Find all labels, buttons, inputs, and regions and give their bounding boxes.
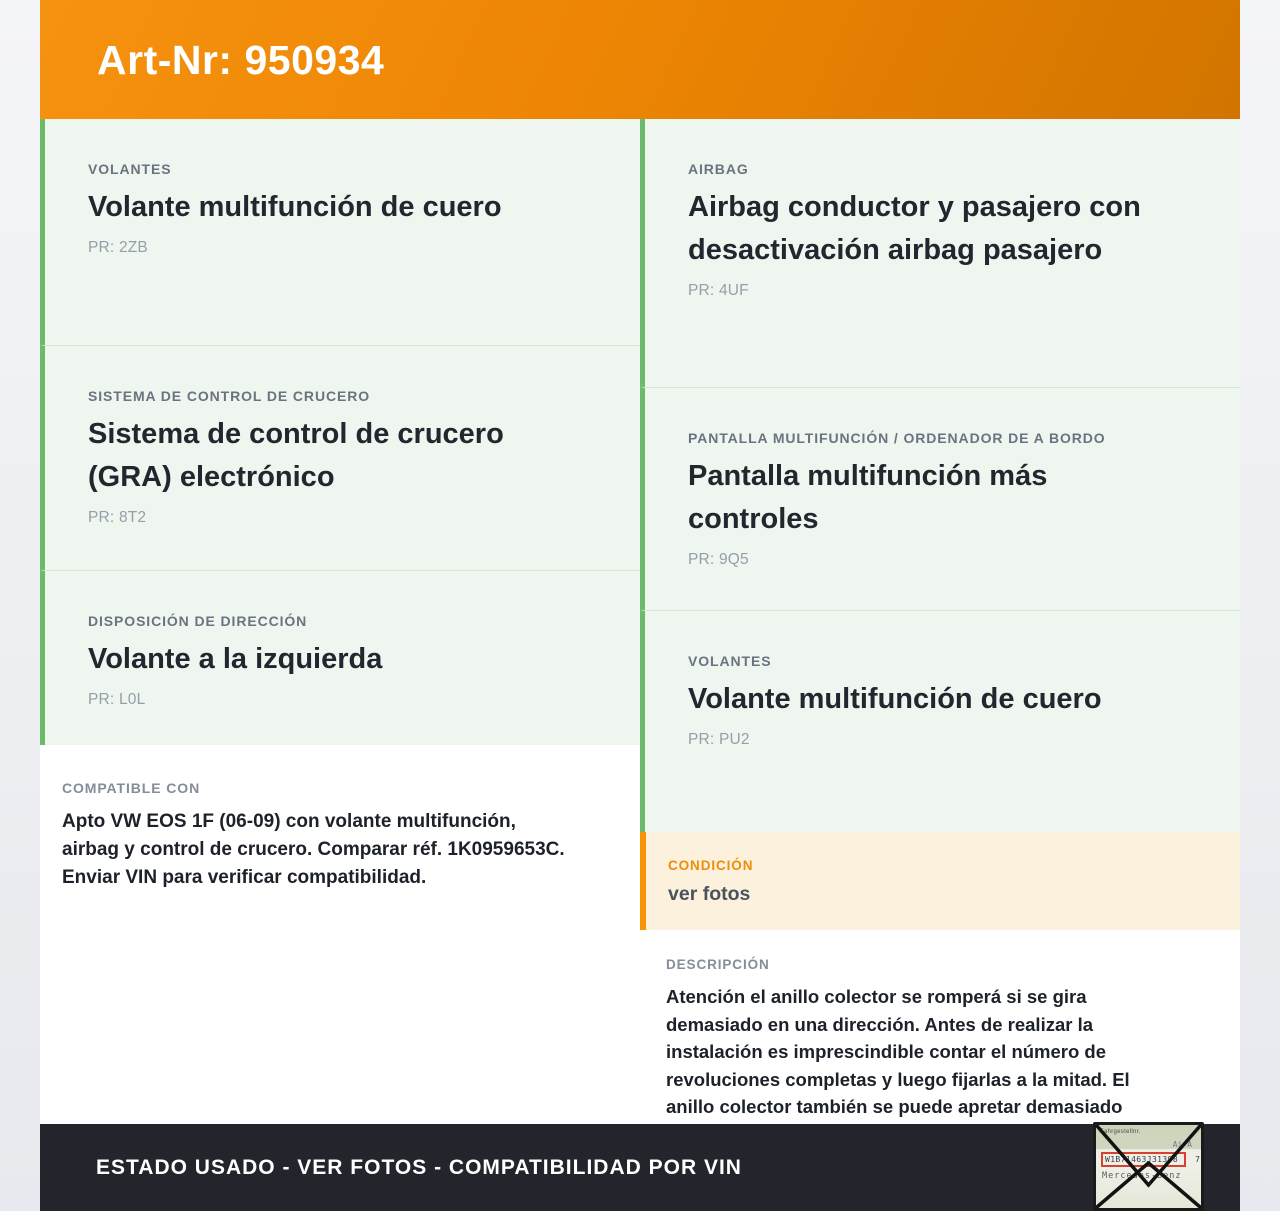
right-column bbox=[640, 119, 1240, 1121]
card-title: Pantalla multifunción más controles bbox=[688, 460, 1048, 535]
description-line: revoluciones completas y luego fijarlas a la mitad. El bbox=[666, 1068, 1130, 1090]
compatible-text bbox=[62, 808, 610, 892]
vin-document-stamp bbox=[1093, 1122, 1204, 1211]
footer-text: ESTADO USADO - VER FOTOS - COMPATIBILIDAD POR VIN bbox=[96, 1155, 742, 1179]
card-label: SISTEMA DE CONTROL DE CRUCERO bbox=[88, 388, 371, 404]
pr-code: PR: 9Q5 bbox=[688, 551, 749, 568]
card-label: AIRBAG bbox=[688, 161, 749, 177]
feature-card-volantes bbox=[40, 119, 640, 345]
feature-card-pantalla bbox=[640, 387, 1240, 610]
card-label: VOLANTES bbox=[88, 161, 172, 177]
left-column bbox=[40, 119, 640, 892]
condition-card bbox=[640, 832, 1240, 930]
card-title: Volante a la izquierda bbox=[88, 643, 383, 675]
card-label: DISPOSICIÓN DE DIRECCIÓN bbox=[88, 613, 308, 629]
compatible-line: Enviar VIN para verificar compatibilidad. bbox=[62, 867, 427, 888]
pr-code: PR: L0L bbox=[88, 691, 146, 708]
vin-suffix: 7 bbox=[1195, 1155, 1200, 1164]
pr-code: PR: 8T2 bbox=[88, 509, 147, 526]
header-banner bbox=[40, 0, 1240, 119]
fahrgestellnr-label: Fahrgestellnr. bbox=[1100, 1129, 1141, 1135]
description-text bbox=[666, 983, 1185, 1121]
feature-card-crucero bbox=[40, 345, 640, 570]
card-label: PANTALLA MULTIFUNCIÓN / ORDENADOR DE A BORDO bbox=[688, 430, 1106, 446]
description-line: instalación es imprescindible contar el número de bbox=[666, 1041, 1107, 1062]
condition-label: CONDICIÓN bbox=[668, 858, 754, 873]
compatible-label: COMPATIBLE CON bbox=[62, 780, 201, 796]
feature-card-airbag bbox=[640, 119, 1240, 387]
description-label: DESCRIPCIÓN bbox=[666, 957, 770, 972]
description-card bbox=[640, 930, 1240, 1121]
compatible-card bbox=[40, 745, 640, 892]
compatible-line: airbag y control de crucero. Comparar réf. 1K0959653C. bbox=[62, 839, 565, 860]
page-title: Art-Nr: 950934 bbox=[97, 37, 385, 83]
feature-card-volantes-pu2 bbox=[640, 610, 1240, 832]
card-title: Volante multifunción de cuero bbox=[688, 683, 1102, 715]
card-title: Volante multifunción de cuero bbox=[88, 191, 502, 223]
card-label: VOLANTES bbox=[688, 653, 772, 669]
envelope-icon bbox=[1096, 1125, 1201, 1208]
footer-banner bbox=[40, 1124, 1240, 1211]
card-title: Sistema de control de crucero (GRA) electrónico bbox=[88, 418, 504, 493]
vin-number: W1B71463J31398 bbox=[1105, 1155, 1179, 1164]
description-line: demasiado en una dirección. Antes de realizar la bbox=[666, 1013, 1094, 1035]
condition-value: ver fotos bbox=[668, 883, 751, 905]
compatible-line: Apto VW EOS 1F (06-09) con volante multifunción, bbox=[62, 811, 516, 832]
description-line: anillo colector también se puede apretar demasiado bbox=[666, 1096, 1123, 1117]
document-fragment-text: Ai A bbox=[1172, 1140, 1192, 1149]
brand-text: Mercedes-Benz bbox=[1102, 1171, 1182, 1181]
pr-code: PR: 2ZB bbox=[88, 239, 148, 256]
pr-code: PR: 4UF bbox=[688, 282, 749, 299]
feature-card-direccion bbox=[40, 570, 640, 745]
card-title: Airbag conductor y pasajero con desactivación airbag pasajero bbox=[688, 191, 1141, 266]
description-line: Atención el anillo colector se romperá si se gira bbox=[666, 986, 1087, 1007]
pr-code: PR: PU2 bbox=[688, 731, 750, 748]
